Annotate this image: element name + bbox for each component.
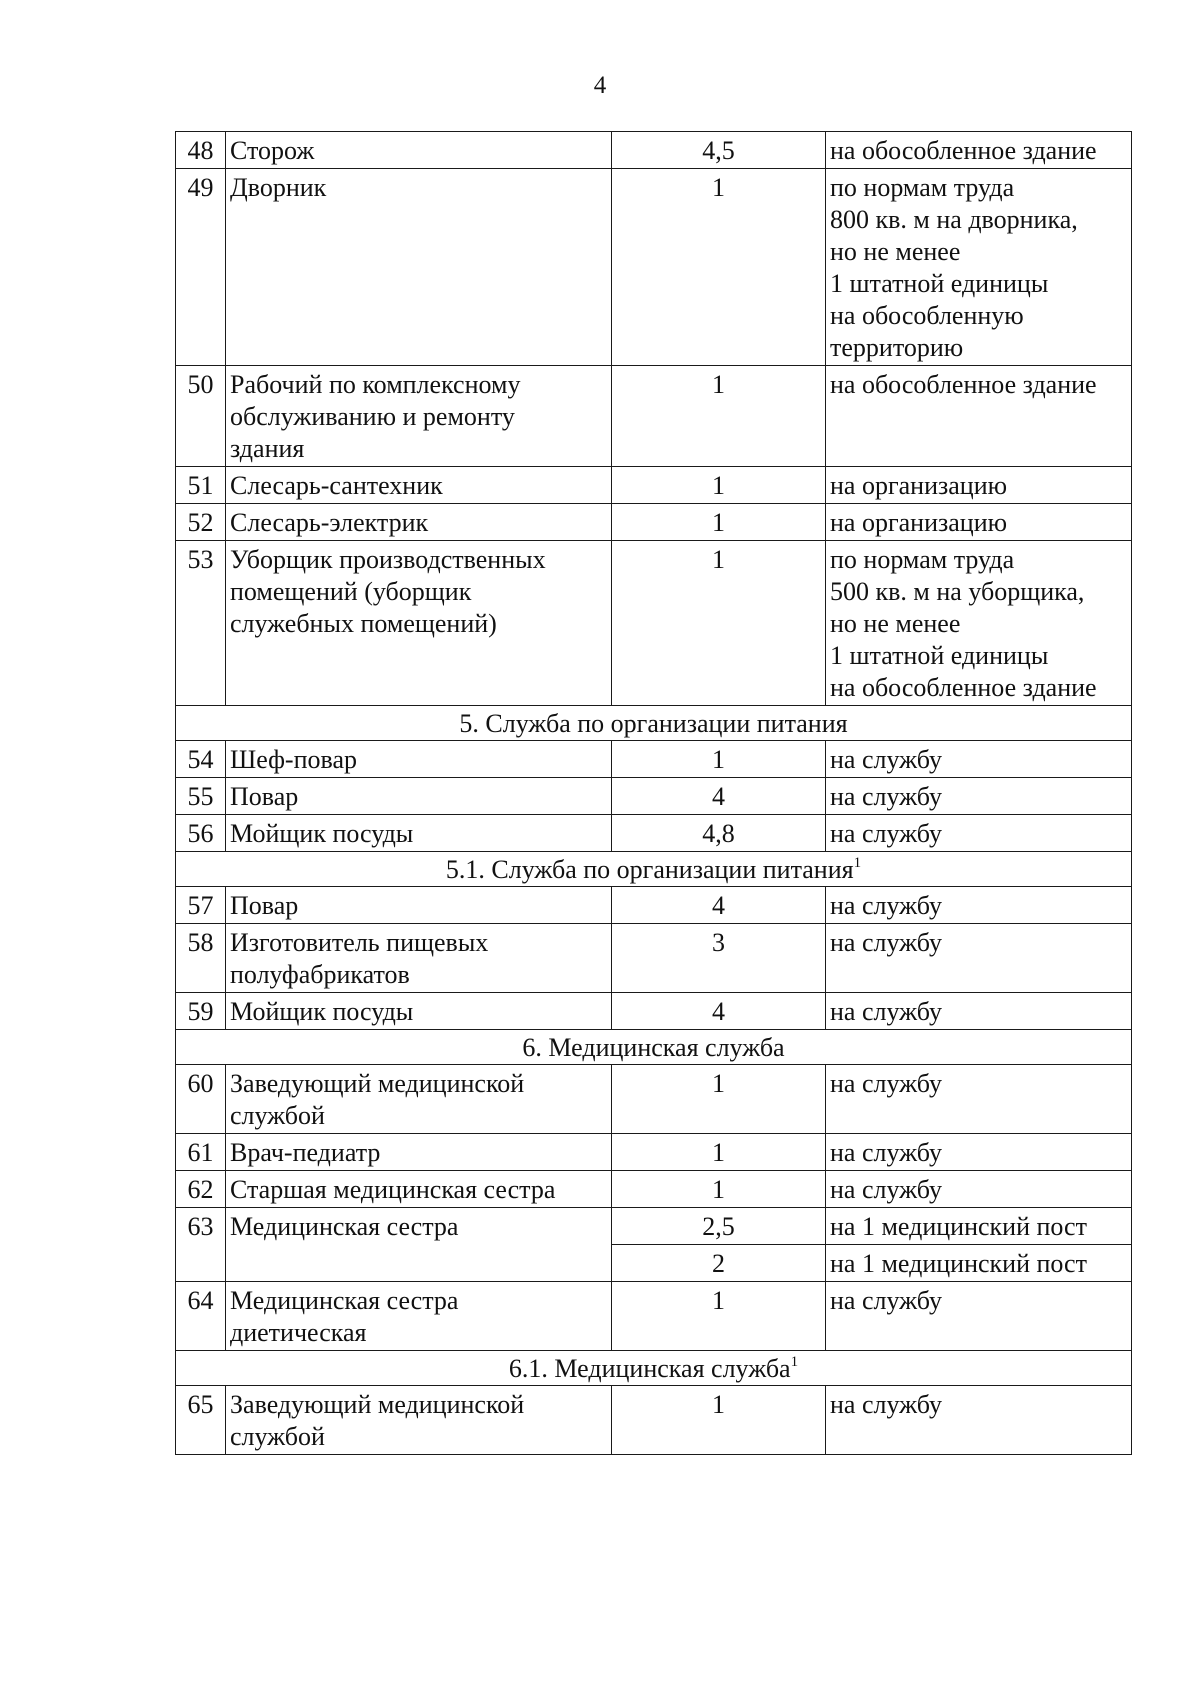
row-number: 51 <box>176 467 226 504</box>
staff-units: 1 <box>612 1386 826 1455</box>
staffing-norm: на службу <box>826 815 1132 852</box>
row-number: 52 <box>176 504 226 541</box>
row-number-continuation <box>176 1245 226 1282</box>
row-number: 65 <box>176 1386 226 1455</box>
row-number: 50 <box>176 366 226 467</box>
row-number: 60 <box>176 1065 226 1134</box>
staffing-norm: на службу <box>826 1386 1132 1455</box>
table-row <box>176 132 1132 169</box>
row-number: 54 <box>176 741 226 778</box>
table-row <box>176 169 1132 366</box>
section-title <box>176 1351 1132 1386</box>
row-number: 62 <box>176 1171 226 1208</box>
row-number: 59 <box>176 993 226 1030</box>
staffing-norm: на 1 медицинский пост <box>826 1245 1132 1282</box>
table-row <box>176 741 1132 778</box>
staffing-norm: на службу <box>826 741 1132 778</box>
staff-units: 2 <box>612 1245 826 1282</box>
row-number: 55 <box>176 778 226 815</box>
position-name: Слесарь-электрик <box>226 504 612 541</box>
staff-units: 1 <box>612 1171 826 1208</box>
section-title <box>176 852 1132 887</box>
position-name: Врач-педиатр <box>226 1134 612 1171</box>
row-number: 49 <box>176 169 226 366</box>
staff-units: 1 <box>612 504 826 541</box>
staffing-norm: на 1 медицинский пост <box>826 1208 1132 1245</box>
position-name: Шеф-повар <box>226 741 612 778</box>
table-row <box>176 1386 1132 1455</box>
staff-units: 1 <box>612 1134 826 1171</box>
staff-units: 1 <box>612 541 826 706</box>
staff-units: 1 <box>612 366 826 467</box>
row-number: 61 <box>176 1134 226 1171</box>
position-name: Повар <box>226 778 612 815</box>
position-name: Рабочий по комплексному обслуживанию и ремонту здания <box>226 366 612 467</box>
position-name: Изготовитель пищевых полуфабрикатов <box>226 924 612 993</box>
position-name: Заведующий медицинской службой <box>226 1065 612 1134</box>
footnote-marker: 1 <box>853 855 862 871</box>
table-subrow <box>176 1245 1132 1282</box>
section-header-row <box>176 706 1132 741</box>
position-name: Старшая медицинская сестра <box>226 1171 612 1208</box>
position-name: Слесарь-сантехник <box>226 467 612 504</box>
section-title-text: 5.1. Служба по организации питания <box>445 855 854 884</box>
table-row <box>176 815 1132 852</box>
table-row <box>176 366 1132 467</box>
section-title-text: 6.1. Медицинская служба <box>508 1354 791 1383</box>
staff-units: 3 <box>612 924 826 993</box>
staff-units: 1 <box>612 467 826 504</box>
staff-units: 4,5 <box>612 132 826 169</box>
section-header-row <box>176 1351 1132 1386</box>
table-row <box>176 1065 1132 1134</box>
page-number: 4 <box>593 72 607 99</box>
section-title-text: 5. Служба по организации питания <box>459 709 848 738</box>
position-name-continuation <box>226 1245 612 1282</box>
staffing-norm: на службу <box>826 1171 1132 1208</box>
row-number: 53 <box>176 541 226 706</box>
table-row <box>176 778 1132 815</box>
section-title <box>176 1030 1132 1065</box>
staffing-norm: на службу <box>826 778 1132 815</box>
table-row <box>176 467 1132 504</box>
row-number: 63 <box>176 1208 226 1245</box>
table-row <box>176 993 1132 1030</box>
section-title <box>176 706 1132 741</box>
table-row <box>176 504 1132 541</box>
position-name: Медицинская сестра диетическая <box>226 1282 612 1351</box>
staff-units: 4 <box>612 778 826 815</box>
staffing-norm: на организацию <box>826 504 1132 541</box>
row-number: 48 <box>176 132 226 169</box>
staffing-norm: на обособленное здание <box>826 366 1132 467</box>
row-number: 57 <box>176 887 226 924</box>
table-row <box>176 1171 1132 1208</box>
position-name: Медицинская сестра <box>226 1208 612 1245</box>
table-row <box>176 1282 1132 1351</box>
table-row <box>176 887 1132 924</box>
staffing-norm: на службу <box>826 1134 1132 1171</box>
staff-units: 4 <box>612 993 826 1030</box>
staffing-table-body <box>176 132 1132 1455</box>
staffing-norm: по нормам труда 800 кв. м на дворника, но не менее 1 штатной единицы на обособленную территорию <box>826 169 1132 366</box>
staff-units: 2,5 <box>612 1208 826 1245</box>
row-number: 64 <box>176 1282 226 1351</box>
position-name: Сторож <box>226 132 612 169</box>
staffing-norm: на службу <box>826 924 1132 993</box>
position-name: Повар <box>226 887 612 924</box>
staffing-norm: на обособленное здание <box>826 132 1132 169</box>
staff-units: 1 <box>612 741 826 778</box>
section-header-row <box>176 852 1132 887</box>
position-name: Мойщик посуды <box>226 815 612 852</box>
staffing-norm: на службу <box>826 1282 1132 1351</box>
staffing-norm: на службу <box>826 887 1132 924</box>
position-name: Заведующий медицинской службой <box>226 1386 612 1455</box>
position-name: Мойщик посуды <box>226 993 612 1030</box>
staff-units: 1 <box>612 169 826 366</box>
staffing-table <box>175 131 1132 1455</box>
table-row <box>176 924 1132 993</box>
row-number: 58 <box>176 924 226 993</box>
staffing-norm: на службу <box>826 993 1132 1030</box>
staff-units: 1 <box>612 1282 826 1351</box>
position-name: Дворник <box>226 169 612 366</box>
footnote-marker: 1 <box>790 1354 799 1370</box>
staff-units: 1 <box>612 1065 826 1134</box>
staffing-norm: на организацию <box>826 467 1132 504</box>
table-row <box>176 1134 1132 1171</box>
table-row <box>176 541 1132 706</box>
row-number: 56 <box>176 815 226 852</box>
staffing-norm: на службу <box>826 1065 1132 1134</box>
table-row <box>176 1208 1132 1245</box>
position-name: Уборщик производственных помещений (уборщик служебных помещений) <box>226 541 612 706</box>
section-header-row <box>176 1030 1132 1065</box>
staff-units: 4 <box>612 887 826 924</box>
section-title-text: 6. Медицинская служба <box>522 1033 785 1062</box>
staffing-norm: по нормам труда 500 кв. м на уборщика, но не менее 1 штатной единицы на обособленное здание <box>826 541 1132 706</box>
staff-units: 4,8 <box>612 815 826 852</box>
